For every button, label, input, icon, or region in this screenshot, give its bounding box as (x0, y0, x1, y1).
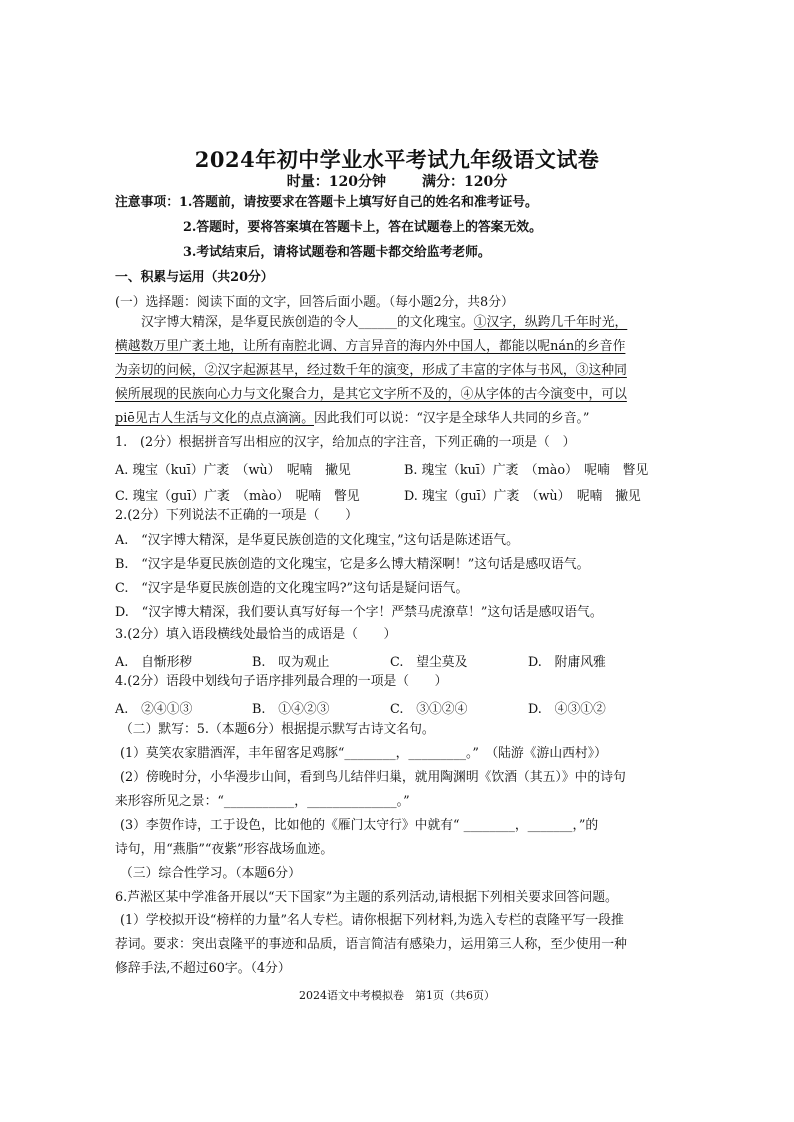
duration: 时量：120分钟 (286, 174, 386, 190)
note-item: 2.答题时，要将答案填在答题卡上，答在试题卷上的答案无效。 (183, 220, 542, 235)
underlined-text: piē见古人生活与文化的点点滴滴。 (115, 411, 315, 426)
option: A. “汉字博大精深，是华夏民族创造的文化瑰宝，”这句话是陈述语气。 (115, 533, 519, 548)
option: C. 瑰宝（guī）广袤 （mào） 呢喃 瞥见 (115, 489, 360, 504)
passage-text: 汉字博大精深，是华夏民族创造的令人______的文化瑰宝。 (141, 315, 474, 330)
task-text: 荐词。要求：突出袁隆平的事迹和品质，语言简洁有感染力，运用第三人称，至少使用一种 (115, 937, 627, 952)
option: B. “汉字是华夏民族创造的文化瑰宝，它是多么博大精深啊！”这句话是感叹语气。 (115, 557, 590, 572)
exam-title: 2024年初中学业水平考试九年级语文试卷 (194, 147, 600, 172)
option: C. ③①②④ (390, 702, 468, 717)
exam-meta (0, 171, 794, 191)
option: D. 附庸风雅 (528, 655, 606, 670)
option: C. “汉字是华夏民族创造的文化瑰宝吗?”这句话是疑问语气。 (115, 581, 469, 596)
option: D. “汉字博大精深，我们要认真写好每一个字！严禁马虎潦草！”这句话是感叹语气。 (115, 605, 603, 620)
dictation-item: 来形容所见之景：“___________，______________。” (115, 794, 410, 809)
option: B. 瑰宝（kuī）广袤 （mào） 呢喃 瞥见 (404, 463, 649, 478)
passage-text: 因此我们可以说：“汉字是全球华人共同的乡音。” (314, 411, 590, 426)
task-text: 修辞手法,不超过60字。（4分） (115, 961, 291, 976)
dictation-item: (3）李贺作诗，工于设色，比如他的《雁门太守行》中就有“ ________，_______，”的 (120, 818, 599, 833)
dictation-item: 诗句，用“燕脂”“夜紫”形容战场血迹。 (115, 842, 334, 857)
part-intro: (一）选择题：阅读下面的文字，回答后面小题。（每小题2分，共8分） (115, 295, 514, 310)
full-score: 满分：120分 (422, 174, 508, 190)
option: A. ②④①③ (115, 702, 193, 717)
note-item: 3.考试结束后，请将试题卷和答题卡都交给监考老师。 (183, 245, 491, 260)
passage-line: 为亲切的问候，②汉字起源甚早，经过数千年的演变，形成了丰富的字体与书风，③这种同 (115, 363, 627, 378)
note-item: 1.答题前，请按要求在答题卡上填写好自己的姓名和准考证号。 (178, 195, 538, 210)
question-stem: 2.(2分）下列说法不正确的一项是（ ） (115, 508, 358, 523)
question-stem: 6.芦淞区某中学准备开展以“天下国家”为主题的系列活动,请根据下列相关要求回答问题。 (115, 890, 618, 905)
underlined-text: ①汉字，纵跨几千年时光， (473, 315, 628, 330)
task-text: (1）学校拟开设“榜样的力量”名人专栏。请你根据下列材料,为选入专栏的袁隆平写一段推 (120, 913, 624, 928)
passage-line (141, 315, 627, 331)
notes-line-1 (115, 195, 538, 211)
question-stem: 1. (2分）根据拼音写出相应的汉字，给加点的字注音，下列正确的一项是（ ） (115, 435, 576, 450)
dictation-item: (2）傍晚时分，小华漫步山间，看到鸟儿结伴归巢，就用陶渊明《饮酒（其五）》中的诗句 (120, 770, 626, 785)
option: C. 望尘莫及 (390, 655, 468, 670)
dictation-item: (1）莫笑农家腊酒浑，丰年留客足鸡豚“________，_________。” （陆游《游山西村》） (120, 746, 607, 761)
question-stem: 3.(2分）填入语段横线处最恰当的成语是（ ） (115, 627, 397, 642)
question-stem: 4.(2分）语段中划线句子语序排列最合理的一项是（ ） (115, 674, 448, 689)
option: D. 瑰宝（guī）广袤 （wù） 呢喃 撇见 (404, 489, 641, 504)
option: D. ④③①② (528, 702, 606, 717)
page-footer: 2024语文中考模拟卷 第1页（共6页） (299, 989, 495, 1002)
part-heading: （二）默写：5.（本题6分）根据提示默写古诗文名句。 (120, 722, 435, 737)
passage-line (115, 411, 589, 427)
section-heading: 一、积累与运用（共20分） (115, 270, 274, 285)
option: A. 瑰宝（kuī）广袤 （wù） 呢喃 撇见 (115, 463, 351, 478)
option: A. 自惭形秽 (115, 655, 193, 670)
notes-label: 注意事项： (115, 195, 179, 210)
option: B. 叹为观止 (252, 655, 330, 670)
passage-line: 横越数万里广袤土地，让所有南腔北调、方言异音的海内外中国人，都能以呢nán的乡音作 (115, 339, 626, 354)
passage-line: 候所展现的民族向心力与文化聚合力，是其它文字所不及的，④从字体的古今演变中，可以 (115, 387, 627, 402)
part-heading: （三）综合性学习。（本题6分） (120, 866, 301, 881)
option: B. ①④②③ (252, 702, 330, 717)
